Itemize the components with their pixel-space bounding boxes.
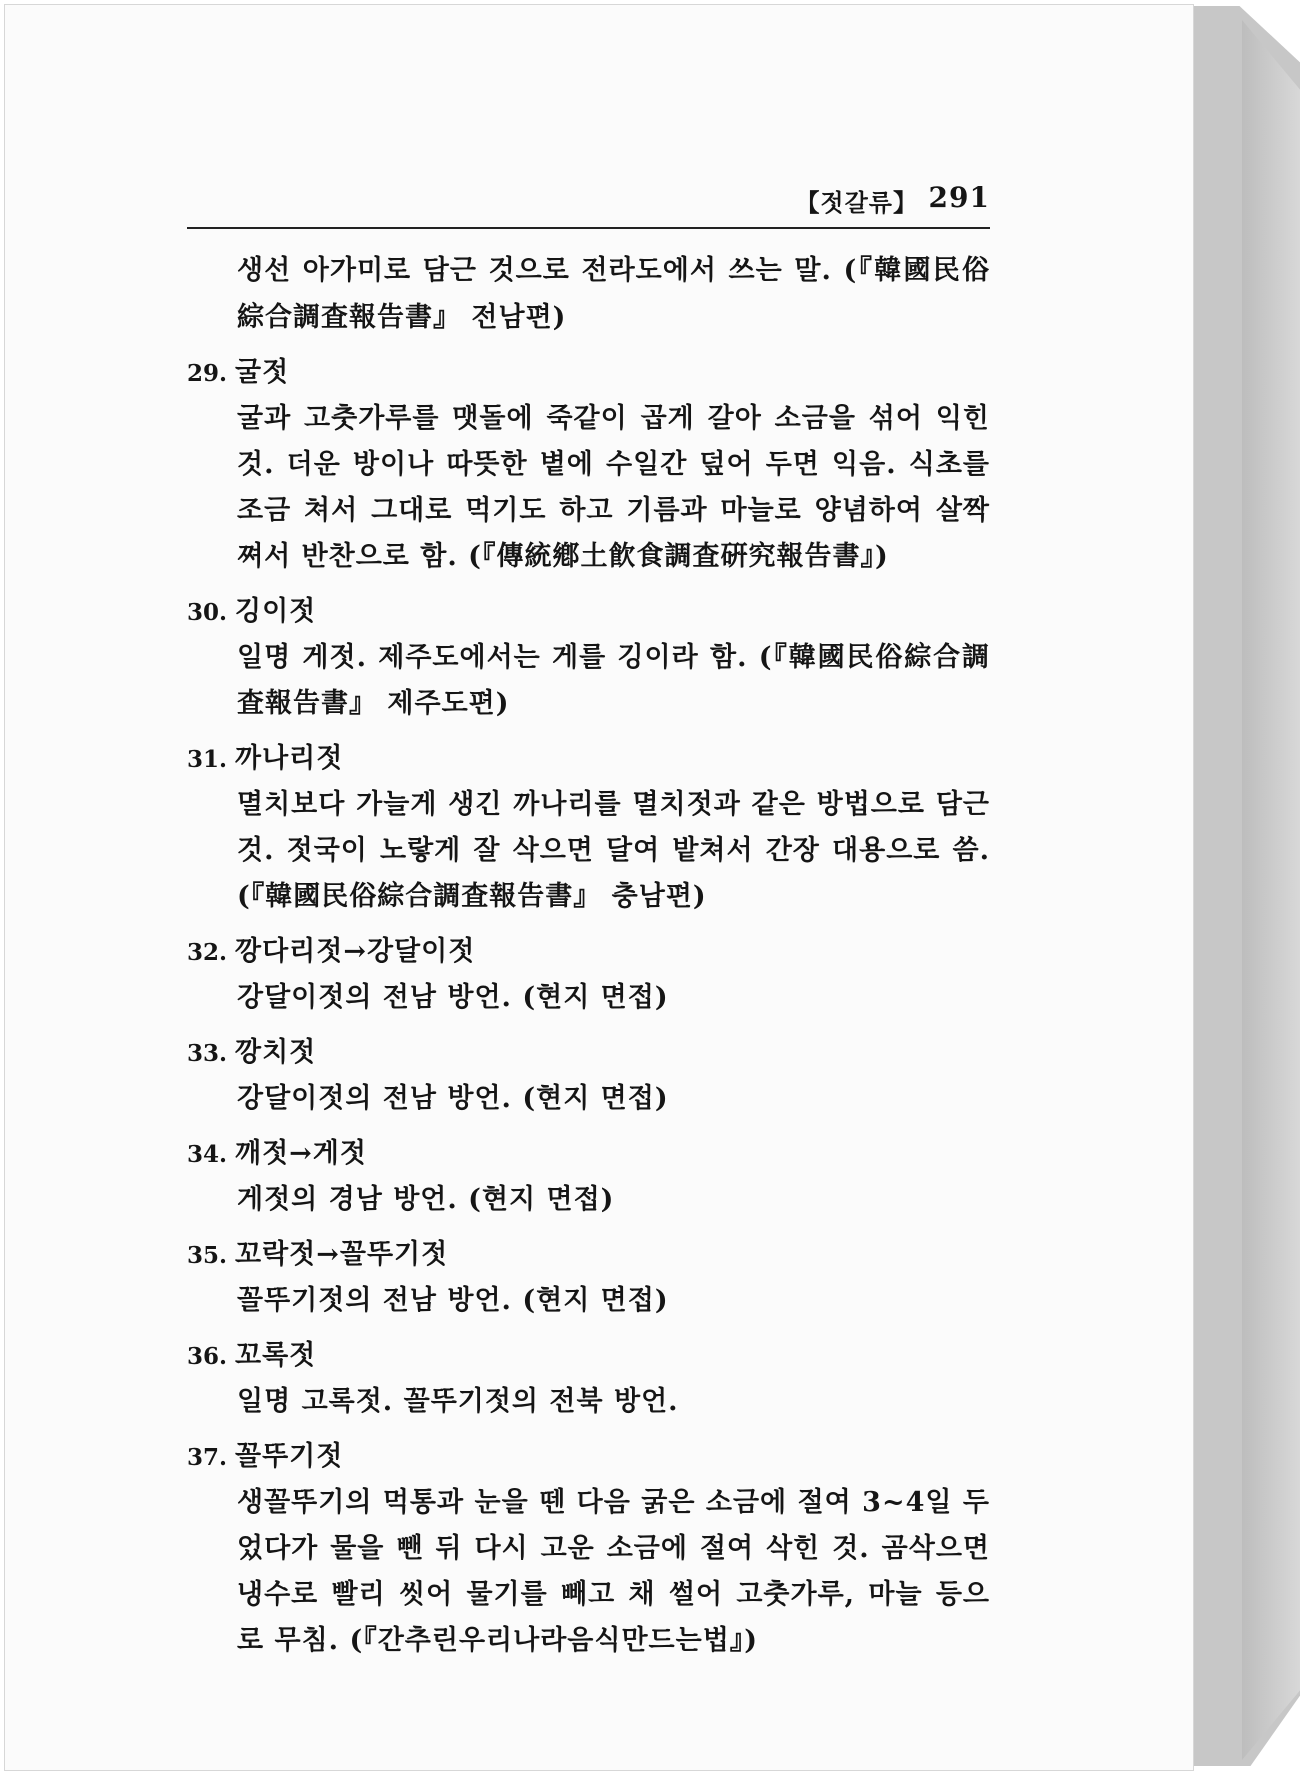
entry-number: 35.: [187, 1242, 228, 1269]
book-page: [4, 4, 1194, 1771]
section-title: 【젓갈류】: [795, 188, 918, 217]
entry-description: 굴과 고춧가루를 맷돌에 죽같이 곱게 갈아 소금을 섞어 익힌 것. 더운 방이나 따뜻한 볕에 수일간 덮어 두면 익음. 식초를 조금 쳐서 그대로 먹기도 하고 기름과 마늘로 양념하여 살짝 쪄서 반찬으로 함. (『傳統鄕土飮食調査硏究報告書』): [237, 403, 990, 572]
entry-number: 30.: [187, 599, 228, 626]
entry-34: [187, 1132, 990, 1223]
entry-heading: [187, 930, 990, 975]
entry-description: 멸치보다 가늘게 생긴 까나리를 멸치젓과 같은 방법으로 담근 것. 젓국이 노랗게 잘 삭으면 달여 밭쳐서 간장 대용으로 씀. (『韓國民俗綜合調査報告書』 충남편): [237, 789, 990, 912]
entry-number: 34.: [187, 1141, 228, 1168]
entry-term: 깡치젓: [235, 1037, 317, 1068]
page-number: 291: [928, 181, 990, 214]
entry-heading: [187, 590, 990, 635]
entry-description: 일명 게젓. 제주도에서는 게를 깅이라 함. (『韓國民俗綜合調査報告書』 제주도편): [237, 642, 990, 719]
entry-term: 꼴뚜기젓: [235, 1441, 344, 1472]
entry-30: [187, 590, 990, 727]
entry-heading: [187, 1132, 990, 1177]
entry-number: 29.: [187, 360, 228, 387]
entry-heading: [187, 737, 990, 782]
entry-number: 36.: [187, 1343, 228, 1370]
entry-description: 게젓의 경남 방언. (현지 면접): [237, 1184, 615, 1215]
entry-term: 깅이젓: [235, 596, 317, 627]
entry-heading: [187, 1031, 990, 1076]
entry-number: 31.: [187, 746, 228, 773]
page-header: [187, 183, 990, 229]
entry-term: 깨젓→게젓: [235, 1138, 367, 1169]
page-content: [187, 247, 990, 1664]
entry-heading: [187, 351, 990, 396]
entry-term: 깡다리젓→강달이젓: [235, 936, 476, 967]
entry-heading: [187, 1233, 990, 1278]
entry-31: [187, 737, 990, 920]
entry-32: [187, 930, 990, 1021]
entry-description: 꼴뚜기젓의 전남 방언. (현지 면접): [237, 1285, 669, 1316]
entry-29: [187, 351, 990, 580]
entry-number: 37.: [187, 1444, 228, 1471]
entry-term: 꼬록젓: [235, 1340, 317, 1371]
entry-36: [187, 1334, 990, 1425]
entry-number: 33.: [187, 1040, 228, 1067]
page-edge-shadow: [1242, 20, 1300, 1760]
entry-heading: [187, 1435, 990, 1480]
entry-description: 생꼴뚜기의 먹통과 눈을 뗀 다음 굵은 소금에 절여 3~4일 두었다가 물을 뺀 뒤 다시 고운 소금에 절여 삭힌 것. 곰삭으면 냉수로 빨리 씻어 물기를 빼고 채 썰어 고춧가루, 마늘 등으로 무침. (『간추린우리나라음식만드는법』): [237, 1487, 990, 1656]
entry-term: 꼬락젓→꼴뚜기젓: [235, 1239, 449, 1270]
continued-text: 생선 아가미로 담근 것으로 전라도에서 쓰는 말. (『韓國民俗綜合調査報告書』 전남편): [237, 255, 990, 333]
entry-33: [187, 1031, 990, 1122]
entry-heading: [187, 1334, 990, 1379]
entry-term: 까나리젓: [235, 743, 344, 774]
entry-description: 일명 고록젓. 꼴뚜기젓의 전북 방언.: [237, 1386, 679, 1417]
entry-35: [187, 1233, 990, 1324]
entry-37: [187, 1435, 990, 1664]
entry-number: 32.: [187, 939, 228, 966]
entry-description: 강달이젓의 전남 방언. (현지 면접): [237, 982, 669, 1013]
entry-description: 강달이젓의 전남 방언. (현지 면접): [237, 1083, 669, 1114]
entry-term: 굴젓: [235, 357, 290, 388]
